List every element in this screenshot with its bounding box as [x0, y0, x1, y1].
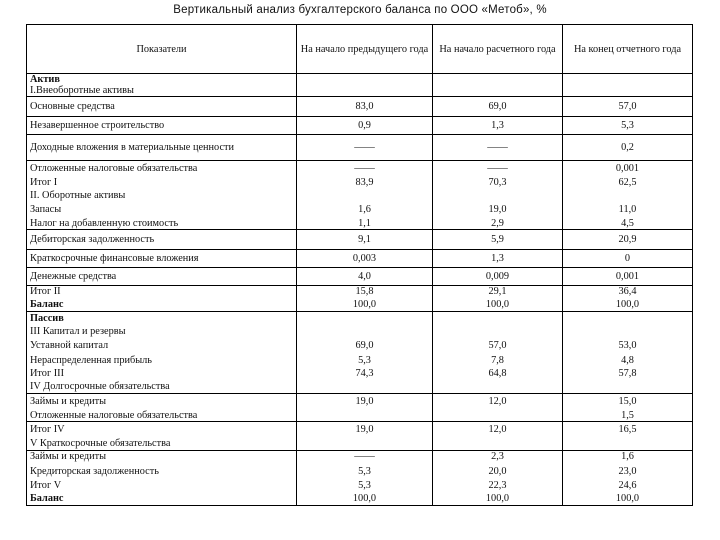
row-value: 1,1	[297, 218, 433, 230]
row-value: 1,3	[433, 250, 563, 268]
row-value: 19,0	[433, 202, 563, 218]
row-value: 4,8	[563, 354, 693, 367]
row-value: ——	[297, 161, 433, 177]
row-value: 0,009	[433, 268, 563, 286]
row-label: Баланс	[27, 298, 297, 312]
row-value: 19,0	[297, 394, 433, 410]
row-label: Актив	[27, 74, 297, 86]
table-row	[27, 492, 693, 505]
row-label: Итог II	[27, 286, 297, 298]
header-row	[27, 25, 693, 74]
table-row	[27, 437, 693, 450]
row-value: 57,8	[563, 367, 693, 381]
row-label: IV Долгосрочные обязательства	[27, 381, 297, 394]
row-value	[433, 437, 563, 450]
row-value: 29,1	[433, 286, 563, 298]
row-value	[433, 325, 563, 338]
row-value: 1,5	[563, 410, 693, 422]
row-value: 100,0	[563, 298, 693, 312]
table-row	[27, 410, 693, 422]
row-label: Итог III	[27, 367, 297, 381]
balance-table	[26, 24, 693, 506]
row-value: 15,8	[297, 286, 433, 298]
row-value	[563, 85, 693, 97]
table-row	[27, 286, 693, 298]
row-label: Запасы	[27, 202, 297, 218]
row-value: 74,3	[297, 367, 433, 381]
row-value	[433, 381, 563, 394]
row-value: 83,9	[297, 177, 433, 189]
row-label: Пассив	[27, 312, 297, 325]
row-value	[433, 410, 563, 422]
row-label: Доходные вложения в материальные ценности	[27, 135, 297, 161]
row-value: 20,9	[563, 230, 693, 250]
row-value: 24,6	[563, 479, 693, 492]
row-value: 0,001	[563, 161, 693, 177]
row-value: 0	[563, 250, 693, 268]
row-value: 69,0	[433, 97, 563, 117]
row-value: 100,0	[433, 492, 563, 505]
row-value: 11,0	[563, 202, 693, 218]
row-value: 57,0	[433, 338, 563, 354]
row-value: 0,001	[563, 268, 693, 286]
row-label: Итог IV	[27, 421, 297, 437]
table-row	[27, 117, 693, 135]
row-value: 16,5	[563, 421, 693, 437]
header-prev-year: На начало предыдущего года	[297, 25, 433, 74]
row-value: 2,9	[433, 218, 563, 230]
row-value: 57,0	[563, 97, 693, 117]
table-row	[27, 135, 693, 161]
row-value: 69,0	[297, 338, 433, 354]
row-label: Основные средства	[27, 97, 297, 117]
table-row	[27, 298, 693, 312]
table-row	[27, 354, 693, 367]
row-value	[433, 189, 563, 202]
row-label: Баланс	[27, 492, 297, 505]
table-row	[27, 85, 693, 97]
row-label: Незавершенное строительство	[27, 117, 297, 135]
row-value	[563, 189, 693, 202]
row-value	[563, 312, 693, 325]
row-value: 62,5	[563, 177, 693, 189]
row-value: 1,6	[563, 450, 693, 463]
table-row	[27, 230, 693, 250]
row-value: 23,0	[563, 463, 693, 479]
row-value	[433, 74, 563, 86]
row-value: 70,3	[433, 177, 563, 189]
table-row	[27, 250, 693, 268]
row-value	[563, 325, 693, 338]
row-value: 83,0	[297, 97, 433, 117]
table-row	[27, 381, 693, 394]
header-end-year: На конец отчетного года	[563, 25, 693, 74]
row-value: 1,3	[433, 117, 563, 135]
row-label: Итог V	[27, 479, 297, 492]
row-value: 100,0	[563, 492, 693, 505]
row-label: Нераспределенная прибыль	[27, 354, 297, 367]
table-row	[27, 367, 693, 381]
row-value: 19,0	[297, 421, 433, 437]
table-row	[27, 189, 693, 202]
row-label: III Капитал и резервы	[27, 325, 297, 338]
row-value: ——	[433, 135, 563, 161]
row-label: Займы и кредиты	[27, 450, 297, 463]
row-value: 4,5	[563, 218, 693, 230]
header-indicators: Показатели	[27, 25, 297, 74]
row-value	[433, 85, 563, 97]
header-calc-year: На начало расчетного года	[433, 25, 563, 74]
table-row	[27, 325, 693, 338]
row-label: I.Внеоборотные активы	[27, 85, 297, 97]
table-row	[27, 312, 693, 325]
row-value	[297, 189, 433, 202]
row-label: II. Оборотные активы	[27, 189, 297, 202]
table-row	[27, 338, 693, 354]
row-label: V Краткосрочные обязательства	[27, 437, 297, 450]
table-row	[27, 268, 693, 286]
row-value: 64,8	[433, 367, 563, 381]
row-label: Дебиторская задолженность	[27, 230, 297, 250]
row-value: 12,0	[433, 421, 563, 437]
row-value: 22,3	[433, 479, 563, 492]
row-value: 5,9	[433, 230, 563, 250]
row-value: 9,1	[297, 230, 433, 250]
row-value: 5,3	[563, 117, 693, 135]
row-value	[563, 74, 693, 86]
table-row	[27, 218, 693, 230]
row-label: Денежные средства	[27, 268, 297, 286]
table-row	[27, 421, 693, 437]
row-label: Отложенные налоговые обязательства	[27, 410, 297, 422]
row-label: Краткосрочные финансовые вложения	[27, 250, 297, 268]
table-row	[27, 161, 693, 177]
row-value: ——	[297, 135, 433, 161]
row-label: Займы и кредиты	[27, 394, 297, 410]
row-value: 100,0	[297, 492, 433, 505]
table-row	[27, 479, 693, 492]
table-row	[27, 97, 693, 117]
row-value: 53,0	[563, 338, 693, 354]
row-label: Кредиторская задолженность	[27, 463, 297, 479]
row-label: Отложенные налоговые обязательства	[27, 161, 297, 177]
row-value: 36,4	[563, 286, 693, 298]
row-value: 0,9	[297, 117, 433, 135]
row-value	[297, 74, 433, 86]
table-row	[27, 202, 693, 218]
row-value: 20,0	[433, 463, 563, 479]
table-row	[27, 450, 693, 463]
row-label: Налог на добавленную стоимость	[27, 218, 297, 230]
row-value	[297, 381, 433, 394]
row-value: ——	[297, 450, 433, 463]
row-value: 7,8	[433, 354, 563, 367]
row-value	[297, 410, 433, 422]
row-value	[297, 312, 433, 325]
row-value	[563, 381, 693, 394]
row-value: 100,0	[433, 298, 563, 312]
row-label: Итог I	[27, 177, 297, 189]
row-value: 4,0	[297, 268, 433, 286]
row-value: 15,0	[563, 394, 693, 410]
row-value	[563, 437, 693, 450]
row-value: 12,0	[433, 394, 563, 410]
table-row	[27, 74, 693, 86]
row-value: 0,003	[297, 250, 433, 268]
row-value	[297, 85, 433, 97]
table-row	[27, 177, 693, 189]
row-value	[433, 312, 563, 325]
row-value: 5,3	[297, 479, 433, 492]
row-label: Уставной капитал	[27, 338, 297, 354]
row-value: 5,3	[297, 354, 433, 367]
row-value	[297, 437, 433, 450]
table-row	[27, 463, 693, 479]
row-value: 0,2	[563, 135, 693, 161]
row-value: 2,3	[433, 450, 563, 463]
row-value	[297, 325, 433, 338]
row-value: 5,3	[297, 463, 433, 479]
row-value: 100,0	[297, 298, 433, 312]
table-row	[27, 394, 693, 410]
row-value: ——	[433, 161, 563, 177]
row-value: 1,6	[297, 202, 433, 218]
table-title: Вертикальный анализ бухгалтерского баланса по ООО «Метоб», %	[173, 4, 547, 16]
